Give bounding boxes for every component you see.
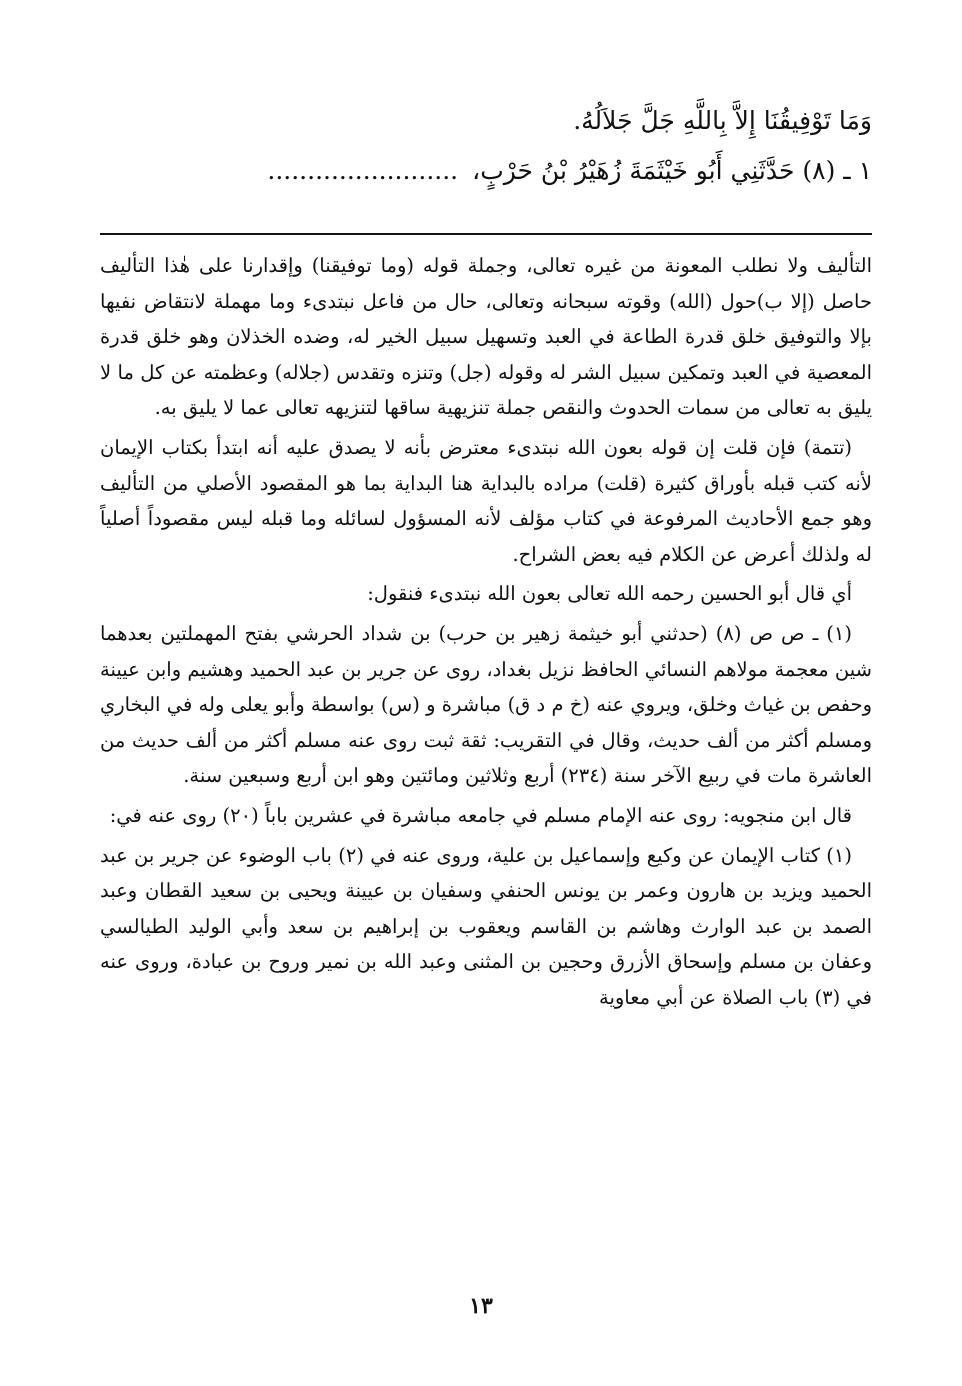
matn-line-1: وَمَا تَوْفِيقُنَا إِلاَّ بِاللَّهِ جَلَّ جَلاَلُهُ. xyxy=(573,106,872,135)
matn-text xyxy=(100,96,872,196)
matn-hadith-opening: ١ ـ (٨) حَدَّثَنِي أَبُو خَيْثَمَةَ زُهَيْرُ بْنُ حَرْبٍ، xyxy=(472,156,872,185)
separator-rule xyxy=(100,233,872,235)
commentary-paragraph-3: أي قال أبو الحسين رحمه الله تعالى بعون الله نبتدىء فنقول: xyxy=(367,582,852,606)
commentary-paragraph-4: (١) ـ ص ص (٨) (حدثني أبو خيثمة زهير بن حرب) بن شداد الحرشي بفتح المهملتين بعدهما شين معجمة مولاهم النسائي الحافظ نزيل بغداد، روى عن جرير بن عبد الحميد وهشيم وابن عيينة وحفص بن غياث وخلق، ويروي عنه (خ م د ق) مباشرة و (س) بواسطة وأبو يعلى وله في البخاري ومسلم أكثر من ألف حديث، وقال في التقريب: ثقة ثبت روى عنه مسلم أكثر من ألف حديث من العاشرة مات في ربيع الآخر سنة (٢٣٤) أربع وثلاثين ومائتين وهو ابن أربع وسبعين سنة. xyxy=(100,621,872,788)
matn-line-2 xyxy=(100,146,872,196)
commentary-paragraph-2: (تتمة) فإن قلت إن قوله بعون الله نبتدىء معترض بأنه لا يصدق عليه أنه ابتدأ بكتاب الإيمان لأنه كتب قبله بأوراق كثيرة (قلت) مراده بالبداية هنا البداية بما هو المقصود الأصلي من التأليف وهو جمع الأحاديث المرفوعة في كتاب مؤلف لأنه المسؤول لسائله وما قبله ليس مقصوداً أصلياً له ولذلك أعرض عن الكلام فيه بعض الشراح. xyxy=(100,435,872,566)
commentary-paragraph-1: التأليف ولا نطلب المعونة من غيره تعالى، وجملة قوله (وما توفيقنا) وإقدارنا على هٰذا التأليف حاصل (إلا ب)حول (الله) وقوته سبحانه وتعالى، حال من فاعل نبتدىء وما مهملة لانتقاض نفيها بإلا والتوفيق خلق قدرة الطاعة في العبد وتسهيل سبيل الخير له، وضده الخذلان وهو خلق قدرة المعصية في العبد وتمكين سبيل الشر له وقوله (جل) وتنزه وتقدس (جلاله) وعظمته عن كل ما لا يليق به تعالى من سمات الحدوث والنقص جملة تنزيهية ساقها لتنزيهه تعالى عما لا يليق به. xyxy=(100,254,872,420)
matn-ellipsis-dots: ........................ xyxy=(267,156,459,185)
page-number: ١٣ xyxy=(469,1293,493,1319)
commentary-paragraph-5: قال ابن منجويه: روى عنه الإمام مسلم في جامعه مباشرة في عشرين باباً (٢٠) روى عنه في: xyxy=(109,803,852,827)
commentary-paragraph-6: (١) كتاب الإيمان عن وكيع وإسماعيل بن علية، وروى عنه في (٢) باب الوضوء عن جرير بن عبد الحميد ويزيد بن هارون وعمر بن يونس الحنفي وسفيان بن عيينة ويحيى بن سعيد القطان وعبد الصمد بن عبد الوارث وهاشم بن القاسم ويعقوب بن إبراهيم بن سعد وأبي الوليد الطيالسي وعفان بن مسلم وإسحاق الأزرق وحجين بن المثنى وعبد الله بن نمير وروح بن عبادة، وروى عنه في (٣) باب الصلاة عن أبي معاوية xyxy=(100,843,872,1009)
commentary-text xyxy=(100,248,872,1019)
